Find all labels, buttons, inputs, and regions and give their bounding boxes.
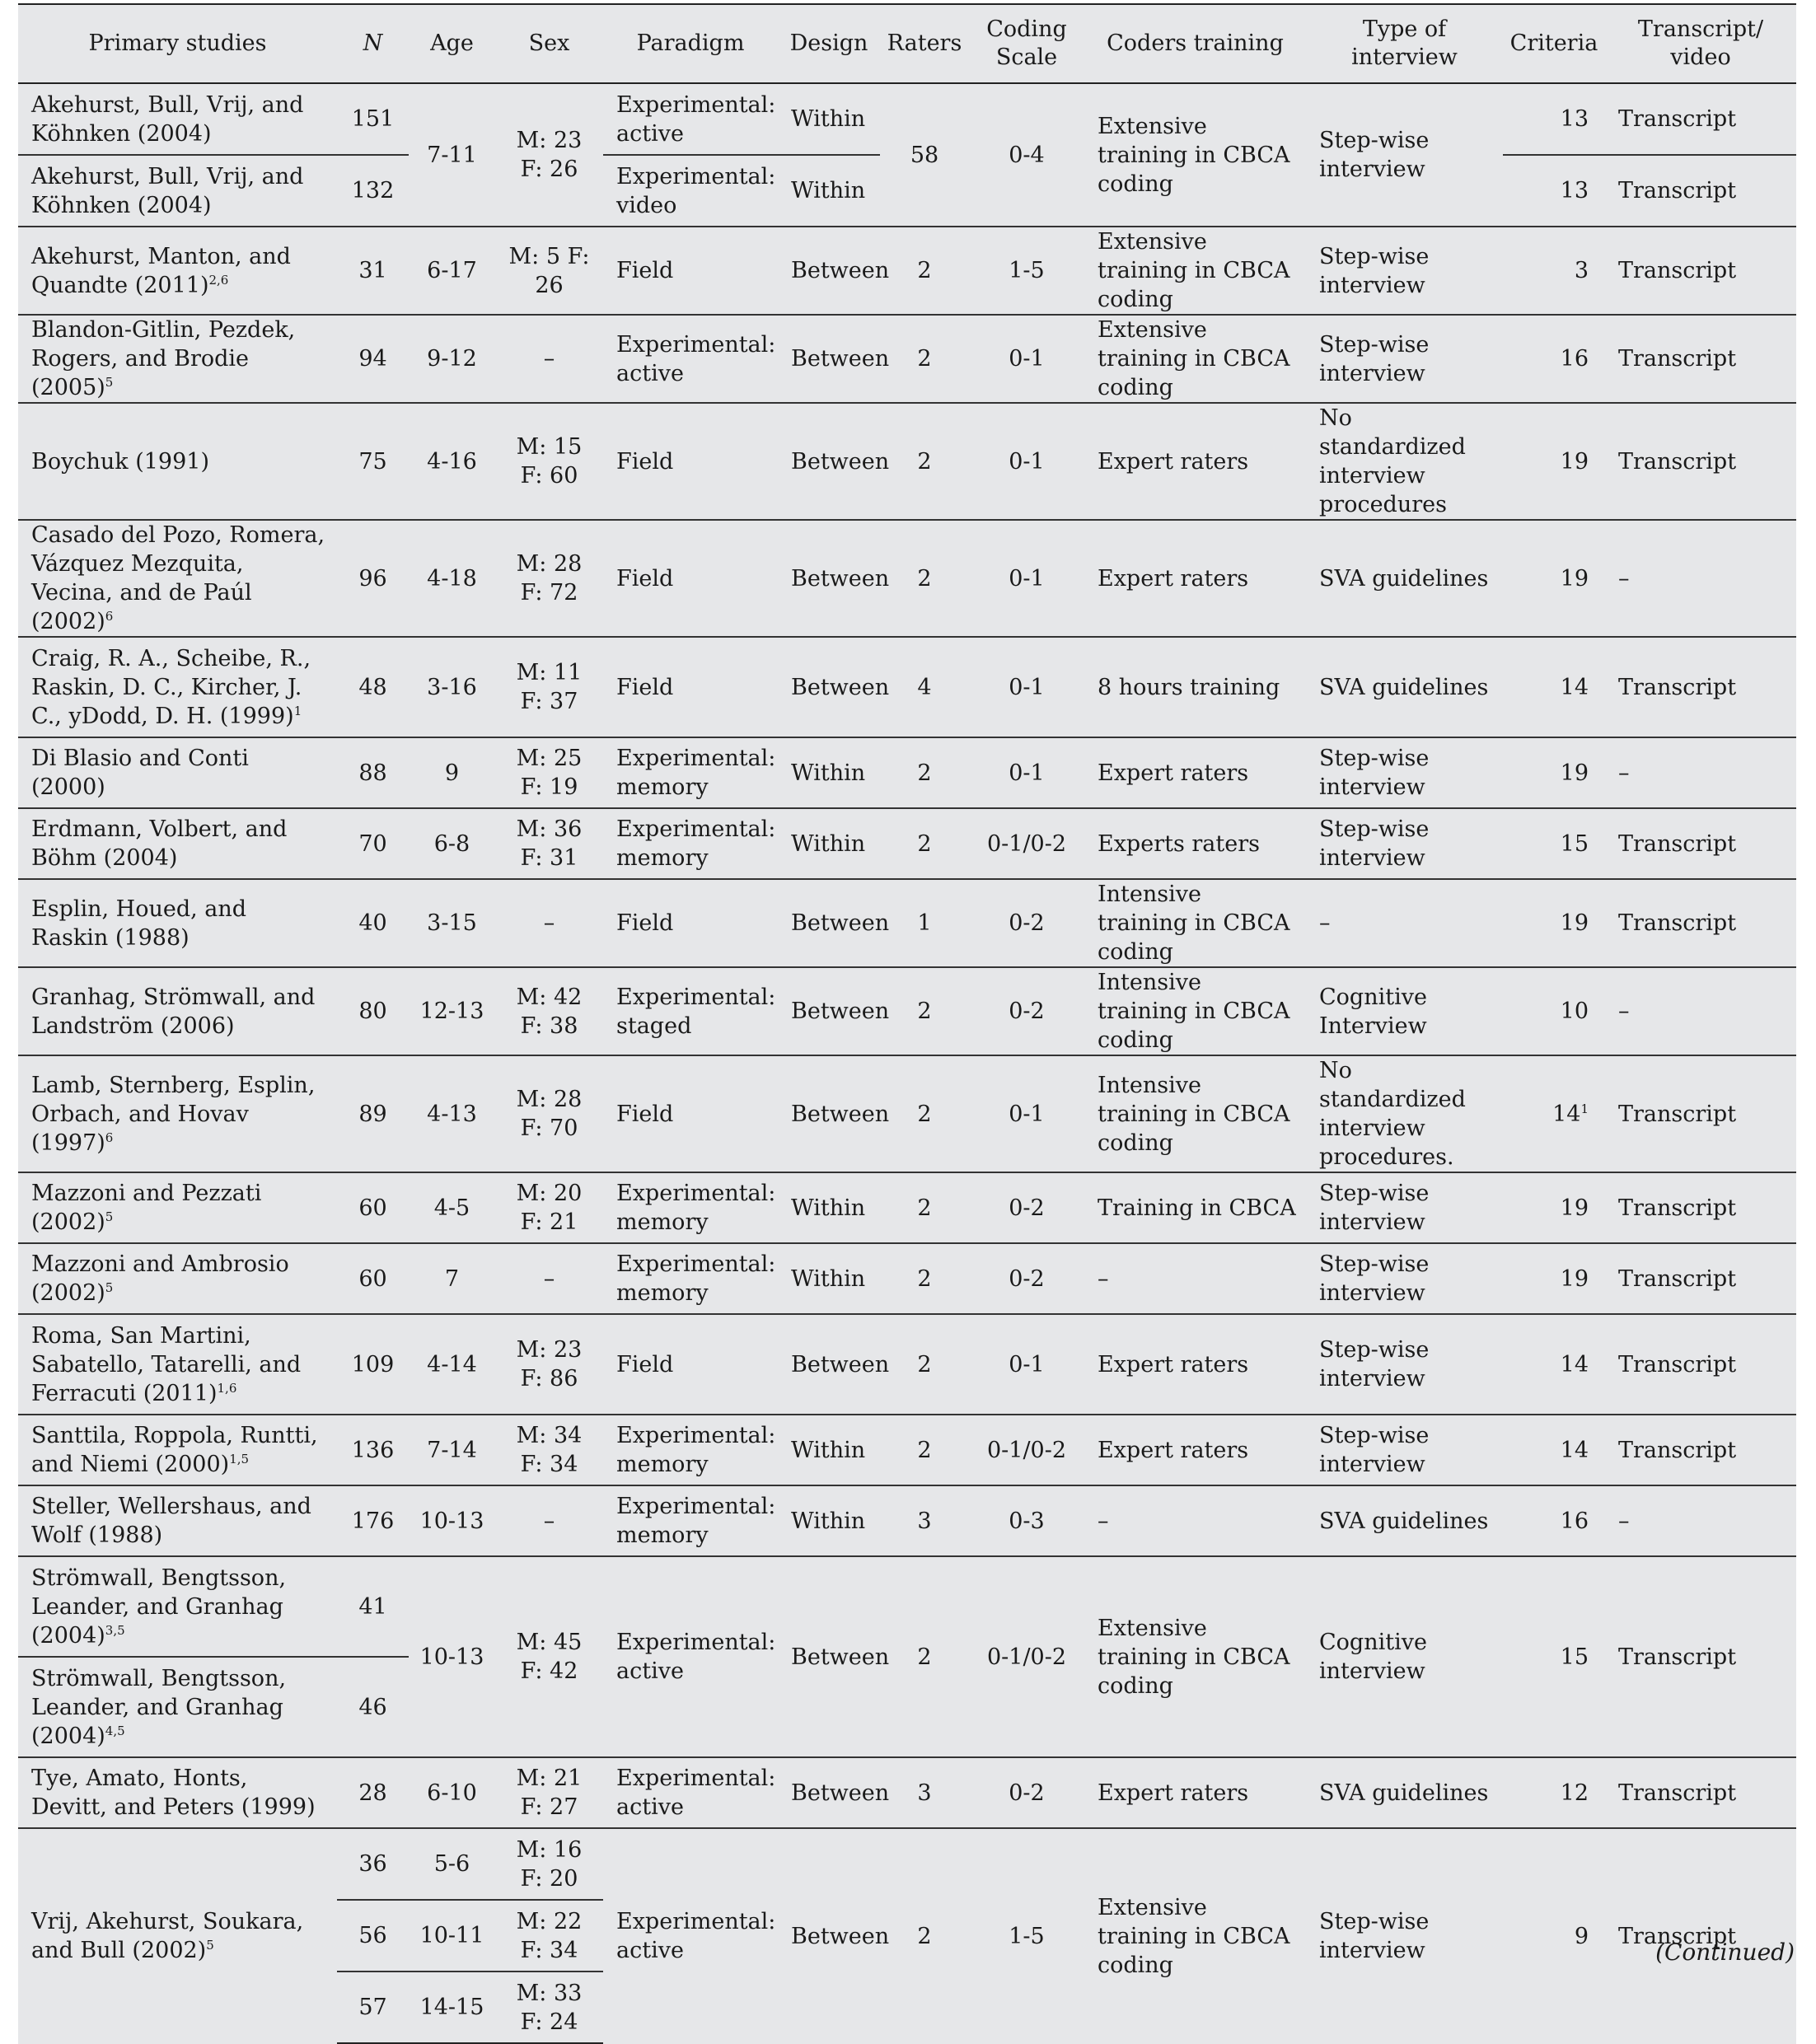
training-cell: 8 hours training	[1084, 637, 1306, 737]
study-cell: Craig, R. A., Scheibe, R., Raskin, D. C., Kircher, J. C., yDodd, D. H. $(1999)^1$	[18, 637, 337, 737]
age-cell: 7-14	[409, 1415, 495, 1485]
table-row	[18, 520, 1796, 637]
age-cell: 4-16	[409, 403, 495, 520]
sex-cell: M: 36 F: 31	[495, 808, 603, 879]
sex-cell: –	[495, 1485, 603, 1556]
scale-cell: 1-5	[969, 227, 1084, 315]
criteria-cell: 13	[1560, 106, 1589, 132]
study-cell: Erdmann, Volbert, and Böhm (2004)	[18, 808, 337, 879]
n-cell: 48	[337, 637, 409, 737]
header-design: Design	[778, 4, 880, 83]
scale-cell: 0-1	[969, 1055, 1084, 1172]
age-cell: 3-15	[409, 879, 495, 967]
table-row	[18, 1243, 1796, 1314]
criteria-cell: 15	[1503, 1556, 1605, 1757]
transcript-cell: Transcript	[1605, 1556, 1796, 1757]
design-cell: Within	[778, 1415, 880, 1485]
criteria-cell: 19	[1503, 879, 1605, 967]
n-cell: 40	[337, 879, 409, 967]
study-cell: Lamb, Sternberg, Esplin, Orbach, and Hovav $(1997)^6$	[18, 1055, 337, 1172]
scale-cell: 0-1	[969, 315, 1084, 403]
paradigm-cell: Experimental: memory	[603, 1415, 778, 1485]
header-raters: Raters	[880, 4, 969, 83]
paradigm-cell: Field	[603, 520, 778, 637]
sex-cell: M: 34 F: 34	[495, 1415, 603, 1485]
criteria-cell: 19	[1503, 1172, 1605, 1243]
raters-cell: 58	[910, 142, 939, 168]
training-cell: Expert raters	[1084, 1415, 1306, 1485]
interview-cell: Step-wise interview	[1306, 1415, 1503, 1485]
raters-cell: 2	[880, 1314, 969, 1415]
n-cell: 70	[337, 808, 409, 879]
sex-cell: M: 33 F: 24	[495, 1972, 603, 2043]
training-cell: Intensive training in CBCA coding	[1084, 879, 1306, 967]
design-cell: Between	[778, 967, 880, 1055]
interview-cell: Cognitive interview	[1306, 1556, 1503, 1757]
age-cell: 10-13	[409, 1485, 495, 1556]
scale-cell: 0-1/0-2	[969, 1415, 1084, 1485]
paradigm-cell: Field	[603, 227, 778, 315]
paradigm-cell: Experimental: memory	[603, 1485, 778, 1556]
age-cell: 5-6	[409, 1828, 495, 1900]
table-row	[18, 637, 1796, 737]
age-cell: 4-5	[409, 1172, 495, 1243]
raters-cell: 2	[880, 1556, 969, 1757]
design-cell: Within	[778, 1243, 880, 1314]
criteria-cell: 14	[1503, 637, 1605, 737]
raters-cell: 2	[880, 737, 969, 808]
raters-cell: 2	[880, 1055, 969, 1172]
scale-cell: 0-1	[969, 520, 1084, 637]
scale-cell: 1-5	[969, 1828, 1084, 2043]
criteria-cell: 9	[1503, 1828, 1605, 2043]
study-cell: Di Blasio and Conti (2000)	[18, 737, 337, 808]
study-cell: Mazzoni and Ambrosio $(2002)^5$	[18, 1243, 337, 1314]
scale-cell: 0-1	[969, 403, 1084, 520]
training-cell: Intensive training in CBCA coding	[1084, 1055, 1306, 1172]
training-cell: Expert raters	[1084, 1757, 1306, 1828]
n-cell: 94	[337, 315, 409, 403]
raters-cell: 2	[880, 315, 969, 403]
criteria-cell: 14	[1503, 1415, 1605, 1485]
n-cell: 151	[351, 106, 395, 132]
raters-cell: 2	[880, 967, 969, 1055]
paradigm-cell: Experimental: memory	[603, 808, 778, 879]
scale-cell: 0-4	[1009, 142, 1045, 168]
raters-cell: 2	[880, 1172, 969, 1243]
training-cell: Expert raters	[1084, 403, 1306, 520]
scale-cell: 0-3	[969, 1485, 1084, 1556]
n-cell: 80	[337, 967, 409, 1055]
design-cell: Within	[778, 1485, 880, 1556]
criteria-cell: 16	[1503, 1485, 1605, 1556]
sex-cell: M: 25 F: 19	[495, 737, 603, 808]
age-cell: 9-12	[409, 315, 495, 403]
design-cell: Between	[778, 1055, 880, 1172]
header-age: Age	[409, 4, 495, 83]
training-cell: Extensive training in CBCA coding	[1084, 1556, 1306, 1757]
design-cell: Within	[778, 155, 880, 227]
transcript-cell: Transcript	[1605, 1314, 1796, 1415]
training-cell: Expert raters	[1084, 1314, 1306, 1415]
raters-cell: 2	[880, 1243, 969, 1314]
sex-cell: –	[495, 1243, 603, 1314]
transcript-cell: Transcript	[1618, 106, 1737, 132]
training-cell: –	[1084, 1243, 1306, 1314]
header-criteria: Criteria	[1503, 4, 1605, 83]
table-row	[18, 1172, 1796, 1243]
header-coding-scale: Coding Scale	[969, 4, 1084, 83]
age-cell: 7	[409, 1243, 495, 1314]
header-transcript: Transcript/ video	[1605, 4, 1796, 83]
interview-cell: Step-wise interview	[1306, 227, 1503, 315]
interview-cell: Step-wise interview	[1306, 1172, 1503, 1243]
transcript-cell: Transcript	[1605, 155, 1796, 227]
sex-cell: M: 20 F: 21	[495, 1172, 603, 1243]
criteria-cell: 3	[1503, 227, 1605, 315]
raters-cell: 1	[880, 879, 969, 967]
criteria-cell: 13	[1503, 155, 1605, 227]
raters-cell: 3	[880, 1485, 969, 1556]
scale-cell: 0-1	[969, 1314, 1084, 1415]
interview-cell: Step-wise interview	[1306, 1828, 1503, 2043]
paradigm-cell: Experimental: active	[603, 315, 778, 403]
table-row	[18, 227, 1796, 315]
table-row	[18, 1485, 1796, 1556]
transcript-cell: –	[1605, 737, 1796, 808]
transcript-cell: Transcript	[1605, 1415, 1796, 1485]
interview-cell: Step-wise interview	[1306, 1314, 1503, 1415]
study-cell: Granhag, Strömwall, and Landström (2006)	[18, 967, 337, 1055]
criteria-cell: $14^1$	[1503, 1055, 1605, 1172]
design-cell: Between	[778, 637, 880, 737]
raters-cell: 2	[880, 808, 969, 879]
sex-cell: M: 5 F: 26	[495, 227, 603, 315]
design-cell: Between	[778, 403, 880, 520]
sex-cell: M: 16 F: 20	[495, 1828, 603, 1900]
age-cell: 12-13	[409, 967, 495, 1055]
interview-cell: Step-wise interview	[1306, 1243, 1503, 1314]
table-row	[18, 1415, 1796, 1485]
transcript-cell: Transcript	[1605, 315, 1796, 403]
raters-cell: 2	[880, 227, 969, 315]
n-cell: 31	[337, 227, 409, 315]
age-cell: 7-11	[427, 142, 477, 168]
training-cell: Extensive training in CBCA coding	[1084, 1828, 1306, 2043]
interview-cell: Cognitive Interview	[1306, 967, 1503, 1055]
paradigm-cell: Experimental: active	[616, 91, 776, 147]
study-cell: Akehurst, Manton, and Quandte $(2011)^{2,6}$	[18, 227, 337, 315]
study-cell: Boychuk (1991)	[18, 403, 337, 520]
interview-cell: –	[1306, 879, 1503, 967]
design-cell: Within	[778, 808, 880, 879]
training-cell: Intensive training in CBCA coding	[1084, 967, 1306, 1055]
transcript-cell: –	[1605, 1485, 1796, 1556]
n-cell: 136	[337, 1415, 409, 1485]
header-coders-training: Coders training	[1084, 4, 1306, 83]
raters-cell: 2	[880, 1415, 969, 1485]
sex-cell: M: 11 F: 37	[495, 637, 603, 737]
training-cell: Training in CBCA	[1084, 1172, 1306, 1243]
scale-cell: 0-1/0-2	[969, 1556, 1084, 1757]
scale-cell: 0-2	[969, 1243, 1084, 1314]
transcript-cell: Transcript	[1605, 1243, 1796, 1314]
scale-cell: 0-1/0-2	[969, 808, 1084, 879]
n-cell: 176	[337, 1485, 409, 1556]
paradigm-cell: Experimental: staged	[603, 967, 778, 1055]
scale-cell: 0-2	[969, 1757, 1084, 1828]
table-row	[18, 1314, 1796, 1415]
n-cell: 28	[337, 1757, 409, 1828]
age-cell: 4-13	[409, 1055, 495, 1172]
training-cell: –	[1084, 1485, 1306, 1556]
sex-cell: M: 45 F: 42	[495, 1556, 603, 1757]
n-cell: 60	[337, 1243, 409, 1314]
study-cell: Akehurst, Bull, Vrij, and Köhnken (2004)	[31, 91, 304, 147]
scale-cell: 0-2	[969, 1172, 1084, 1243]
training-cell: Extensive training in CBCA coding	[1098, 113, 1290, 197]
transcript-cell: –	[1605, 967, 1796, 1055]
criteria-cell: 19	[1503, 520, 1605, 637]
header-paradigm: Paradigm	[603, 4, 778, 83]
scale-cell: 0-2	[969, 967, 1084, 1055]
raters-cell: 4	[880, 637, 969, 737]
table-row	[18, 403, 1796, 520]
transcript-cell: Transcript	[1605, 1757, 1796, 1828]
sex-cell: M: 23 F: 26	[516, 128, 583, 182]
training-cell: Extensive training in CBCA coding	[1084, 315, 1306, 403]
raters-cell: 2	[880, 520, 969, 637]
transcript-cell: Transcript	[1605, 403, 1796, 520]
transcript-cell: Transcript	[1605, 879, 1796, 967]
age-cell: 9	[409, 737, 495, 808]
scale-cell: 0-2	[969, 879, 1084, 967]
criteria-cell: 19	[1503, 403, 1605, 520]
study-cell: Vrij, Akehurst, Soukara, and Bull $(2002)^5$	[18, 1828, 337, 2043]
study-cell: Strömwall, Bengtsson, Leander, and Granhag $(2004)^{3,5}$	[18, 1556, 337, 1657]
study-cell: Esplin, Houed, and Raskin (1988)	[18, 879, 337, 967]
raters-cell: 3	[880, 1757, 969, 1828]
design-cell: Within	[791, 106, 866, 132]
n-cell: 46	[337, 1657, 409, 1757]
n-cell: 88	[337, 737, 409, 808]
table-row	[18, 1055, 1796, 1172]
design-cell: Between	[778, 1828, 880, 2043]
study-cell: Blandon-Gitlin, Pezdek, Rogers, and Brodie $(2005)^5$	[18, 315, 337, 403]
study-cell: Roma, San Martini, Sabatello, Tatarelli, and Ferracuti $(2011)^{1,6}$	[18, 1314, 337, 1415]
design-cell: Between	[778, 315, 880, 403]
table-container	[18, 3, 1796, 2044]
sex-cell: M: 28 F: 70	[495, 1055, 603, 1172]
design-cell: Within	[778, 1172, 880, 1243]
paradigm-cell: Experimental: memory	[603, 737, 778, 808]
table-row	[18, 808, 1796, 879]
interview-cell: SVA guidelines	[1306, 1757, 1503, 1828]
transcript-cell: Transcript	[1605, 227, 1796, 315]
header-row	[18, 4, 1796, 83]
n-cell: 75	[337, 403, 409, 520]
paradigm-cell: Field	[603, 1055, 778, 1172]
scale-cell: 0-1	[969, 737, 1084, 808]
header-n: N	[337, 4, 409, 83]
interview-cell: Step-wise interview	[1306, 315, 1503, 403]
study-cell: Santtila, Roppola, Runtti, and Niemi $(2000)^{1,5}$	[18, 1415, 337, 1485]
criteria-cell: 19	[1503, 1243, 1605, 1314]
study-cell: Casado del Pozo, Romera, Vázquez Mezquita, Vecina, and de Paúl $(2002)^6$	[18, 520, 337, 637]
transcript-cell: Transcript	[1605, 1172, 1796, 1243]
training-cell: Expert raters	[1084, 520, 1306, 637]
age-cell: 10-11	[409, 1900, 495, 1972]
paradigm-cell: Experimental: memory	[603, 1243, 778, 1314]
continued-note: (Continued)	[1655, 1939, 1795, 1966]
study-cell: Steller, Wellershaus, and Wolf (1988)	[18, 1485, 337, 1556]
study-cell: Tye, Amato, Honts, Devitt, and Peters (1999)	[18, 1757, 337, 1828]
n-cell: 96	[337, 520, 409, 637]
paradigm-cell: Field	[603, 1314, 778, 1415]
design-cell: Between	[778, 520, 880, 637]
interview-cell: Step-wise interview	[1306, 737, 1503, 808]
raters-cell: 2	[880, 1828, 969, 2043]
table-row	[18, 1757, 1796, 1828]
criteria-cell: 15	[1503, 808, 1605, 879]
paradigm-cell: Experimental: video	[603, 155, 778, 227]
table-row	[18, 315, 1796, 403]
table-row	[18, 83, 1796, 155]
paradigm-cell: Experimental: active	[603, 1556, 778, 1757]
table-row	[18, 879, 1796, 967]
criteria-cell: 16	[1503, 315, 1605, 403]
n-cell: 132	[337, 155, 409, 227]
sex-cell: M: 21 F: 27	[495, 1757, 603, 1828]
n-cell: 36	[337, 1828, 409, 1900]
header-sex: Sex	[495, 4, 603, 83]
paradigm-cell: Experimental: active	[603, 1828, 778, 2043]
design-cell: Between	[778, 879, 880, 967]
training-cell: Extensive training in CBCA coding	[1084, 227, 1306, 315]
design-cell: Between	[778, 227, 880, 315]
sex-cell: M: 42 F: 38	[495, 967, 603, 1055]
criteria-cell: 10	[1503, 967, 1605, 1055]
age-cell: 4-18	[409, 520, 495, 637]
transcript-cell: –	[1605, 520, 1796, 637]
age-cell: 3-16	[409, 637, 495, 737]
interview-cell: Step-wise interview	[1306, 808, 1503, 879]
n-cell: 41	[337, 1556, 409, 1657]
interview-cell: Step-wise interview	[1319, 128, 1430, 182]
sex-cell: M: 15 F: 60	[495, 403, 603, 520]
table-row	[18, 967, 1796, 1055]
paradigm-cell: Field	[603, 403, 778, 520]
paradigm-cell: Experimental: active	[603, 1757, 778, 1828]
transcript-cell: Transcript	[1605, 808, 1796, 879]
interview-cell: SVA guidelines	[1306, 637, 1503, 737]
scale-cell: 0-1	[969, 637, 1084, 737]
n-cell: 89	[337, 1055, 409, 1172]
training-cell: Experts raters	[1084, 808, 1306, 879]
transcript-cell: Transcript	[1605, 1055, 1796, 1172]
age-cell: 4-14	[409, 1314, 495, 1415]
study-cell: Strömwall, Bengtsson, Leander, and Granhag $(2004)^{4,5}$	[18, 1657, 337, 1757]
transcript-cell: Transcript	[1605, 637, 1796, 737]
interview-cell: No standardized interview procedures.	[1306, 1055, 1503, 1172]
age-cell: 6-10	[409, 1757, 495, 1828]
age-cell: 6-17	[409, 227, 495, 315]
design-cell: Between	[778, 1314, 880, 1415]
header-interview-type: Type of interview	[1306, 4, 1503, 83]
sex-cell: M: 23 F: 86	[495, 1314, 603, 1415]
raters-cell: 2	[880, 403, 969, 520]
n-cell: 60	[337, 1172, 409, 1243]
training-cell: Expert raters	[1084, 737, 1306, 808]
sex-cell: –	[495, 879, 603, 967]
interview-cell: SVA guidelines	[1306, 1485, 1503, 1556]
table-row	[18, 737, 1796, 808]
age-cell: 14-15	[409, 1972, 495, 2043]
n-cell: 56	[337, 1900, 409, 1972]
criteria-cell: 12	[1503, 1757, 1605, 1828]
criteria-cell: 14	[1503, 1314, 1605, 1415]
header-study: Primary studies	[18, 4, 337, 83]
table-row	[18, 1828, 1796, 1900]
n-cell: 57	[337, 1972, 409, 2043]
table-row	[18, 1556, 1796, 1657]
studies-table	[18, 3, 1796, 2044]
study-cell: Akehurst, Bull, Vrij, and Köhnken (2004)	[18, 155, 337, 227]
paradigm-cell: Field	[603, 637, 778, 737]
sex-cell: M: 28 F: 72	[495, 520, 603, 637]
transcript-cell: Transcript	[1605, 1828, 1796, 2043]
age-cell: 10-13	[409, 1556, 495, 1757]
paradigm-cell: Field	[603, 879, 778, 967]
paradigm-cell: Experimental: memory	[603, 1172, 778, 1243]
sex-cell: –	[495, 315, 603, 403]
design-cell: Within	[778, 737, 880, 808]
criteria-cell: 19	[1503, 737, 1605, 808]
study-cell: Mazzoni and Pezzati $(2002)^5$	[18, 1172, 337, 1243]
design-cell: Between	[778, 1556, 880, 1757]
sex-cell: M: 22 F: 34	[495, 1900, 603, 1972]
n-cell: 109	[337, 1314, 409, 1415]
interview-cell: SVA guidelines	[1306, 520, 1503, 637]
age-cell: 6-8	[409, 808, 495, 879]
interview-cell: No standardized interview procedures	[1306, 403, 1503, 520]
design-cell: Between	[778, 1757, 880, 1828]
